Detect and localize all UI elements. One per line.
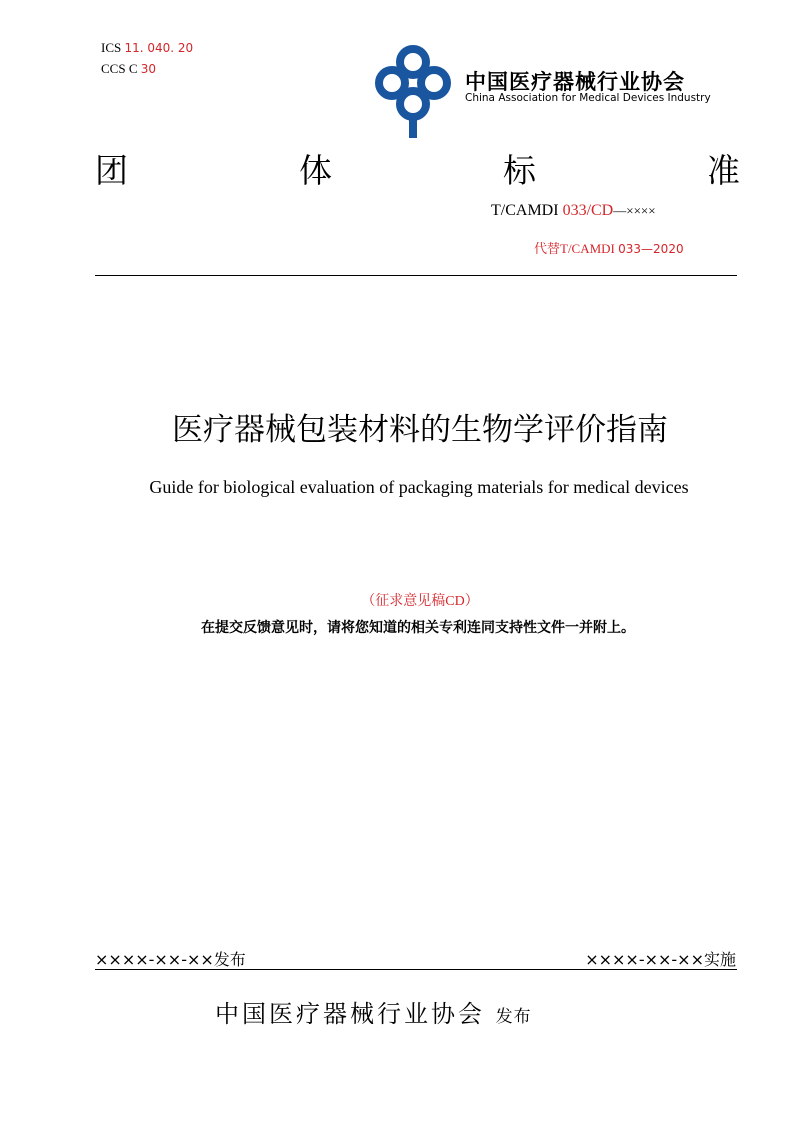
logo-name-en: China Association for Medical Devices Industry [465,92,711,104]
publisher-action: 发布 [495,1007,532,1027]
header-divider [95,275,737,276]
ccs-value: 30 [140,62,157,76]
heading-group-standard [95,145,740,192]
std-prefix: T/CAMDI [491,202,559,219]
std-suffix: —×××× [613,203,656,218]
replaces-value: 033—2020 [618,242,684,256]
ccs-label: CCS C [101,61,138,76]
heading-char: 体 [299,151,332,190]
title-cn: 医疗器械包装材料的生物学评价指南 [172,412,668,448]
patent-notice: 在提交反馈意见时，请将您知道的相关专利连同支持性文件一并附上。 [201,621,635,636]
ics-value: 11. 040. 20 [124,41,194,55]
implement-date: ××××-××-××实施 [585,950,736,969]
footer-divider [95,969,737,970]
publish-date: ××××-××-××发布 [95,950,246,969]
draft-label: （征求意见稿CD） [361,594,479,609]
std-code: 033/CD [562,202,614,219]
ics-code [101,40,193,56]
replaces-standard [534,238,684,257]
association-logo-icon [370,40,456,140]
heading-char: 准 [707,151,740,190]
title-en: Guide for biological evaluation of packaging materials for medical devices [149,477,689,497]
publisher-name: 中国医疗器械行业协会 [215,1000,485,1028]
heading-char: 团 [95,151,128,190]
ics-label: ICS [101,40,122,55]
replaces-label: 代替T/CAMDI [534,241,615,256]
publisher [215,994,532,1029]
ccs-code [101,61,156,77]
heading-char: 标 [503,151,536,190]
logo-name-cn: 中国医疗器械行业协会 [465,70,685,94]
standard-number [491,202,656,220]
